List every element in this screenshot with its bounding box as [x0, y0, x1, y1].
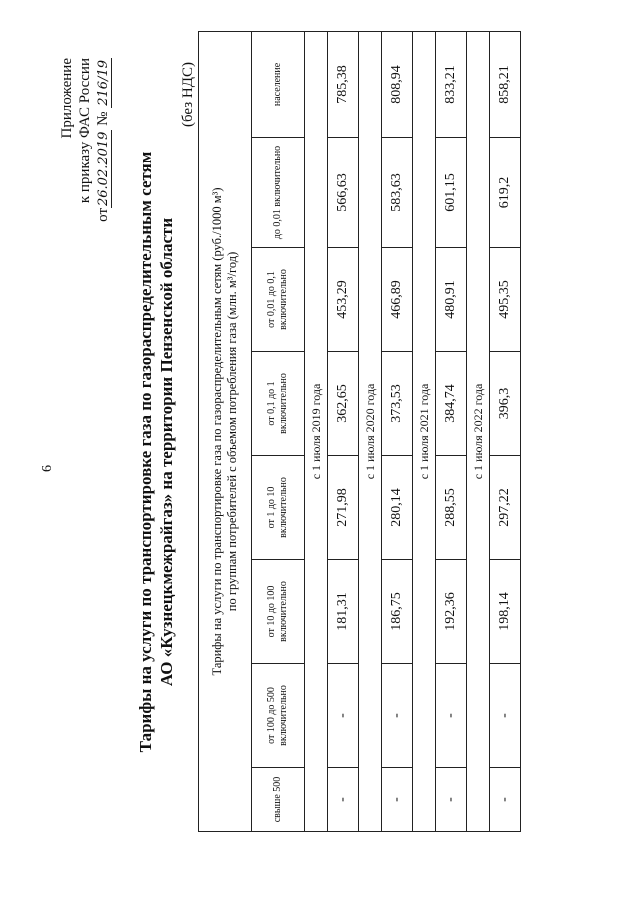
- table-cell: -: [328, 768, 359, 832]
- table-cell: 373,53: [382, 352, 413, 456]
- column-header: население: [252, 31, 305, 137]
- period-label: с 1 июля 2021 года: [413, 31, 436, 831]
- period-label: с 1 июля 2020 года: [359, 31, 382, 831]
- caption-line-1: Тарифы на услуги по транспортировке газа по газораспределительным сетям (руб./1000 м³): [210, 187, 224, 676]
- table-row: [328, 31, 359, 831]
- period-row: [467, 31, 490, 831]
- table-cell: 280,14: [382, 456, 413, 560]
- table-cell: -: [382, 664, 413, 768]
- table-cell: 566,63: [328, 138, 359, 248]
- table-row: [382, 31, 413, 831]
- column-header: от 1 до 10 включительно: [252, 456, 305, 560]
- period-label: с 1 июля 2019 года: [305, 31, 328, 831]
- column-header-row: [252, 31, 305, 831]
- caption-line-2: по группам потребителей с объемом потребления газа (млн. м³/год): [225, 251, 239, 612]
- table-cell: 198,14: [490, 560, 521, 664]
- appendix-label: Приложение: [59, 58, 75, 139]
- table-row: [490, 31, 521, 831]
- title-line-1: Тарифы на услуги по транспортировке газа по газораспределительным сетям: [136, 151, 155, 753]
- table-cell: 192,36: [436, 560, 467, 664]
- column-header: до 0,01 включительно: [252, 138, 305, 248]
- title-line-2: АО «Кузнецкмежрайгаз» на территории Пензенской области: [157, 217, 176, 687]
- table-cell: 785,38: [328, 31, 359, 137]
- table-cell: 288,55: [436, 456, 467, 560]
- number-sign: №: [95, 111, 111, 126]
- rotated-document-page: [40, 22, 600, 882]
- table-cell: 619,2: [490, 138, 521, 248]
- table-cell: 362,65: [328, 352, 359, 456]
- table-cell: -: [328, 664, 359, 768]
- from-prefix: от: [95, 208, 111, 222]
- table-cell: 384,74: [436, 352, 467, 456]
- handwritten-date: 26.02.2019: [96, 131, 111, 206]
- table-cell: 297,22: [490, 456, 521, 560]
- column-header: от 10 до 100 включительно: [252, 560, 305, 664]
- table-cell: -: [382, 768, 413, 832]
- period-row: [359, 31, 382, 831]
- column-header: свыше 500: [252, 768, 305, 832]
- table-cell: 495,35: [490, 248, 521, 352]
- order-date-number: [94, 58, 113, 222]
- table-cell: 271,98: [328, 456, 359, 560]
- period-row: [413, 31, 436, 831]
- table-cell: 466,89: [382, 248, 413, 352]
- period-row: [305, 31, 328, 831]
- column-header: от 100 до 500 включительно: [252, 664, 305, 768]
- table-cell: 583,63: [382, 138, 413, 248]
- table-row: [436, 31, 467, 831]
- column-header: от 0,1 до 1 включительно: [252, 352, 305, 456]
- table-cell: 858,21: [490, 31, 521, 137]
- document-title: [135, 22, 177, 882]
- order-reference: к приказу ФАС России: [77, 58, 93, 204]
- table-cell: 396,3: [490, 352, 521, 456]
- table-cell: 181,31: [328, 560, 359, 664]
- table-cell: -: [436, 768, 467, 832]
- table-cell: 808,94: [382, 31, 413, 137]
- table-cell: 601,15: [436, 138, 467, 248]
- table-cell: -: [436, 664, 467, 768]
- table-cell: -: [490, 768, 521, 832]
- handwritten-order-number: 216/19: [96, 60, 111, 106]
- column-header: от 0,01 до 0,1 включительно: [252, 248, 305, 352]
- appendix-header: [58, 58, 113, 222]
- page-number: 6: [40, 465, 55, 472]
- table-cell: 186,75: [382, 560, 413, 664]
- tariff-table: [198, 31, 521, 832]
- period-label: с 1 июля 2022 года: [467, 31, 490, 831]
- table-cell: -: [490, 664, 521, 768]
- vat-note: (без НДС): [180, 62, 196, 128]
- table-cell: 453,29: [328, 248, 359, 352]
- table-cell: 480,91: [436, 248, 467, 352]
- table-cell: 833,21: [436, 31, 467, 137]
- table-caption: [199, 31, 252, 831]
